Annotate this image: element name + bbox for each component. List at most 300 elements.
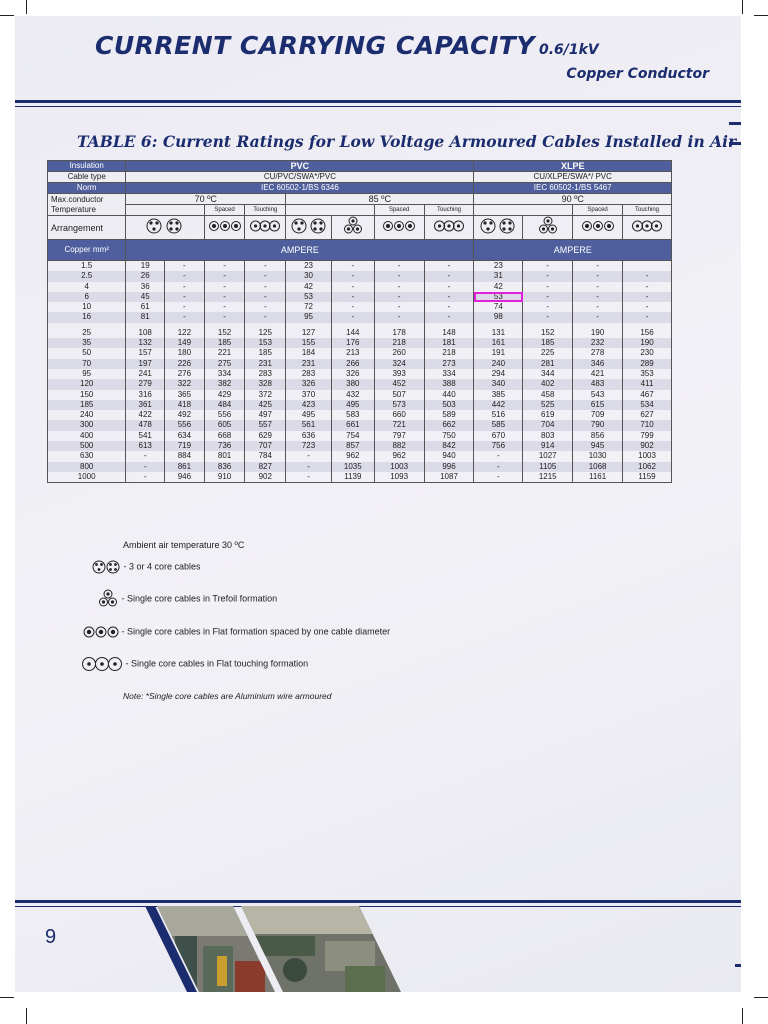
flat-spaced-cable-icon	[374, 216, 424, 240]
ampere-cell: 484	[204, 400, 245, 410]
armour-note: Note: *Single core cables are Aluminium wire armoured	[123, 691, 332, 701]
ampere-cell: 344	[523, 369, 573, 379]
ampere-cell: 144	[331, 328, 374, 338]
ampere-cell: 53	[286, 292, 332, 302]
ampere-cell: 353	[623, 369, 672, 379]
conductor-size-cell: 10	[48, 302, 126, 312]
conductor-size-cell: 800	[48, 462, 126, 472]
max-temp-label: Max.conductor Temperature	[48, 194, 126, 216]
ampere-cell: 1035	[331, 462, 374, 472]
ampere-cell: 184	[286, 348, 332, 358]
xlpe-header: XLPE	[474, 161, 672, 172]
ampere-cell: -	[573, 271, 623, 281]
ampere-cell: 197	[126, 359, 165, 369]
ampere-cell: 709	[573, 410, 623, 420]
ampere-cell: 266	[331, 359, 374, 369]
ampere-cell: -	[245, 292, 286, 302]
ampere-cell: 326	[331, 369, 374, 379]
insulation-label: Insulation	[48, 161, 126, 172]
ampere-cell: 516	[474, 410, 523, 420]
ampere-cell: 619	[523, 410, 573, 420]
ampere-cell: 213	[331, 348, 374, 358]
multicore-cable-icon	[286, 216, 332, 240]
ambient-note: Ambient air temperature 30 ºC	[123, 540, 245, 550]
ampere-cell: 72	[286, 302, 332, 312]
trefoil-cable-icon	[97, 589, 119, 609]
ampere-cell: 283	[245, 369, 286, 379]
ampere-cell: 1087	[424, 472, 474, 483]
ampere-cell: 605	[204, 420, 245, 430]
conductor-size-cell: 25	[48, 328, 126, 338]
ampere-cell: 589	[424, 410, 474, 420]
ampere-cell: 1003	[374, 462, 424, 472]
ampere-cell: 668	[204, 431, 245, 441]
spaced-label: Spaced	[204, 205, 245, 216]
ampere-cell: 36	[126, 282, 165, 292]
conductor-size-cell: 150	[48, 390, 126, 400]
ampere-cell: 827	[245, 462, 286, 472]
ampere-cell: -	[523, 292, 573, 302]
ampere-cell: 221	[204, 348, 245, 358]
ampere-cell	[623, 261, 672, 272]
ampere-cell: 1062	[623, 462, 672, 472]
xlpe-ampere-header: AMPERE	[474, 240, 672, 261]
ampere-cell: 122	[165, 328, 205, 338]
ampere-cell: 940	[424, 451, 474, 461]
ampere-cell: 882	[374, 441, 424, 451]
ampere-cell: -	[165, 312, 205, 322]
conductor-size-cell: 4	[48, 282, 126, 292]
ampere-cell: 152	[204, 328, 245, 338]
conductor-size-cell: 6	[48, 292, 126, 302]
ampere-cell: 161	[474, 338, 523, 348]
ampere-cell: 507	[374, 390, 424, 400]
ampere-cell: 23	[286, 261, 332, 272]
factory-photo	[145, 906, 445, 992]
conductor-size-cell: 630	[48, 451, 126, 461]
ampere-cell: 289	[623, 359, 672, 369]
ampere-cell: 962	[331, 451, 374, 461]
ampere-cell: 230	[623, 348, 672, 358]
multicore-cable-icon	[91, 559, 121, 575]
ampere-cell: 1215	[523, 472, 573, 483]
table-row	[48, 431, 672, 441]
page-title: CURRENT CARRYING CAPACITY 0.6/1kV	[95, 31, 599, 60]
ampere-cell: 382	[204, 379, 245, 389]
ampere-cell: 294	[474, 369, 523, 379]
table-row	[48, 271, 672, 281]
ampere-cell: 750	[424, 431, 474, 441]
ampere-cell: -	[245, 312, 286, 322]
legend-text: - 3 or 4 core cables	[123, 561, 201, 572]
table-row	[48, 420, 672, 430]
ampere-cell: 316	[126, 390, 165, 400]
ampere-cell: 191	[474, 348, 523, 358]
ampere-cell: 232	[573, 338, 623, 348]
xlpe-norm: IEC 60502-1/BS 5467	[474, 183, 672, 194]
document-page	[15, 16, 741, 992]
ampere-cell: 98	[474, 312, 523, 322]
ampere-cell: 661	[331, 420, 374, 430]
table-row	[48, 410, 672, 420]
ampere-cell: 190	[573, 328, 623, 338]
ampere-cell: 108	[126, 328, 165, 338]
ampere-cell: 328	[245, 379, 286, 389]
ampere-cell: 273	[424, 359, 474, 369]
crop-mark	[0, 15, 14, 16]
ampere-cell: 231	[286, 359, 332, 369]
ampere-cell: -	[573, 261, 623, 272]
ampere-cell: -	[573, 302, 623, 312]
ampere-cell: 723	[286, 441, 332, 451]
ampere-cell: 613	[126, 441, 165, 451]
ampere-cell: 790	[573, 420, 623, 430]
ampere-cell: -	[623, 302, 672, 312]
ampere-cell: -	[623, 282, 672, 292]
ampere-cell: -	[204, 312, 245, 322]
ampere-cell: -	[204, 302, 245, 312]
footer-rule	[15, 900, 741, 903]
ampere-cell: -	[523, 282, 573, 292]
ampere-cell: 842	[424, 441, 474, 451]
ampere-cell: 440	[424, 390, 474, 400]
xlpe-cable-type: CU/XLPE/SWA*/ PVC	[474, 172, 672, 183]
ampere-cell: 225	[523, 348, 573, 358]
temp-70: 70 ºC	[126, 194, 286, 205]
ampere-cell: 218	[424, 348, 474, 358]
ampere-cell: -	[523, 271, 573, 281]
ampere-cell: -	[165, 271, 205, 281]
ampere-cell: 74	[474, 302, 523, 312]
ampere-cell: -	[523, 312, 573, 322]
ampere-cell: 370	[286, 390, 332, 400]
table-row	[48, 462, 672, 472]
ampere-cell: 127	[286, 328, 332, 338]
ampere-cell: 418	[165, 400, 205, 410]
ampere-cell: 241	[126, 369, 165, 379]
header-rule	[15, 100, 741, 103]
ampere-cell: -	[165, 282, 205, 292]
ampere-cell: 125	[245, 328, 286, 338]
ampere-cell: -	[474, 472, 523, 483]
crop-mark	[742, 0, 743, 14]
ampere-cell: 19	[126, 261, 165, 272]
ampere-cell: 23	[474, 261, 523, 272]
ampere-cell: -	[165, 302, 205, 312]
table-body	[48, 261, 672, 483]
ampere-cell: -	[204, 261, 245, 272]
ampere-cell: 478	[126, 420, 165, 430]
ampere-cell: 495	[286, 410, 332, 420]
ampere-cell: 148	[424, 328, 474, 338]
table-row	[48, 472, 672, 483]
ampere-cell: 421	[573, 369, 623, 379]
current-ratings-table	[47, 160, 672, 483]
legend-item-flat-spaced	[83, 625, 390, 639]
ampere-cell: 429	[204, 390, 245, 400]
ampere-cell: 1093	[374, 472, 424, 483]
ampere-cell: 1161	[573, 472, 623, 483]
ampere-cell: 503	[424, 400, 474, 410]
conductor-size-cell: 1.5	[48, 261, 126, 272]
ampere-cell: 324	[374, 359, 424, 369]
ampere-cell: 231	[245, 359, 286, 369]
table-row	[48, 338, 672, 348]
ampere-cell: 914	[523, 441, 573, 451]
page-number: 9	[45, 926, 57, 948]
ampere-cell: 380	[331, 379, 374, 389]
conductor-size-cell: 35	[48, 338, 126, 348]
ampere-cell: 719	[165, 441, 205, 451]
ampere-cell: -	[204, 292, 245, 302]
multicore-cable-icon	[474, 216, 523, 240]
blank-cell	[474, 205, 523, 216]
ampere-cell: 636	[286, 431, 332, 441]
table-row	[48, 390, 672, 400]
ampere-cell: 1105	[523, 462, 573, 472]
ampere-cell: -	[331, 302, 374, 312]
ampere-cell: 361	[126, 400, 165, 410]
ampere-cell: 1027	[523, 451, 573, 461]
ampere-cell: -	[126, 451, 165, 461]
ampere-cell: 662	[424, 420, 474, 430]
ampere-cell: 561	[286, 420, 332, 430]
flat-spaced-cable-icon	[573, 216, 623, 240]
ampere-cell: -	[286, 451, 332, 461]
ampere-cell: -	[573, 282, 623, 292]
cable-type-label: Cable type	[48, 172, 126, 183]
conductor-size-cell: 500	[48, 441, 126, 451]
ampere-cell: -	[331, 271, 374, 281]
ampere-cell: 281	[523, 359, 573, 369]
blank-cell	[523, 205, 573, 216]
ampere-cell: -	[331, 261, 374, 272]
ampere-cell: 388	[424, 379, 474, 389]
conductor-size-cell: 240	[48, 410, 126, 420]
ampere-cell: 30	[286, 271, 332, 281]
table-row	[48, 292, 672, 302]
ampere-cell: 185	[204, 338, 245, 348]
flat-spaced-cable-icon	[83, 625, 119, 639]
ampere-cell: 422	[126, 410, 165, 420]
table-row	[48, 282, 672, 292]
ampere-cell: -	[331, 312, 374, 322]
ampere-cell: 525	[523, 400, 573, 410]
ampere-cell: -	[623, 312, 672, 322]
ampere-cell: 784	[245, 451, 286, 461]
norm-label: Norm	[48, 183, 126, 194]
copper-label: Copper mm²	[48, 240, 126, 261]
conductor-size-cell: 120	[48, 379, 126, 389]
ampere-cell: -	[374, 302, 424, 312]
legend-item-multicore	[91, 559, 201, 575]
voltage-label: 0.6/1kV	[538, 42, 599, 58]
ampere-cell: 634	[165, 431, 205, 441]
flat-spaced-cable-icon	[204, 216, 245, 240]
ampere-cell: 458	[523, 390, 573, 400]
ampere-cell: 1068	[573, 462, 623, 472]
ampere-cell: 543	[573, 390, 623, 400]
conductor-size-cell: 300	[48, 420, 126, 430]
crop-mark	[0, 997, 14, 998]
ampere-cell: 541	[126, 431, 165, 441]
crop-mark	[754, 997, 768, 998]
ampere-cell: 81	[126, 312, 165, 322]
ampere-cell: 803	[523, 431, 573, 441]
ampere-cell: 31	[474, 271, 523, 281]
ampere-cell: -	[286, 462, 332, 472]
touching-label: Touching	[424, 205, 474, 216]
ampere-cell: 226	[165, 359, 205, 369]
ampere-cell: 573	[374, 400, 424, 410]
ampere-cell: -	[424, 302, 474, 312]
ampere-cell: -	[331, 282, 374, 292]
ampere-cell: 423	[286, 400, 332, 410]
conductor-size-cell: 400	[48, 431, 126, 441]
ampere-cell: 240	[474, 359, 523, 369]
ampere-cell: 902	[245, 472, 286, 483]
touching-label: Touching	[623, 205, 672, 216]
ampere-cell: -	[424, 292, 474, 302]
ampere-cell: 962	[374, 451, 424, 461]
ampere-cell: 180	[165, 348, 205, 358]
spaced-label: Spaced	[374, 205, 424, 216]
ampere-cell: 157	[126, 348, 165, 358]
ampere-cell: 710	[623, 420, 672, 430]
ampere-cell: 452	[374, 379, 424, 389]
ampere-cell: -	[245, 282, 286, 292]
flat-touching-cable-icon	[424, 216, 474, 240]
table-row	[48, 261, 672, 272]
conductor-size-cell: 95	[48, 369, 126, 379]
ampere-cell: 1030	[573, 451, 623, 461]
ampere-cell: -	[573, 312, 623, 322]
ampere-cell: -	[573, 292, 623, 302]
ampere-cell: 153	[245, 338, 286, 348]
ampere-cell: -	[286, 472, 332, 483]
ampere-cell: 334	[424, 369, 474, 379]
ampere-cell: 442	[474, 400, 523, 410]
side-mark	[729, 122, 741, 125]
ampere-cell: 42	[286, 282, 332, 292]
ampere-cell: -	[424, 282, 474, 292]
ampere-cell: 26	[126, 271, 165, 281]
ampere-cell: 721	[374, 420, 424, 430]
ampere-cell: 326	[286, 379, 332, 389]
ampere-cell: -	[374, 271, 424, 281]
ampere-cell: -	[204, 271, 245, 281]
ampere-cell: 340	[474, 379, 523, 389]
legend-text: - Single core cables in Trefoil formation	[121, 593, 278, 604]
pvc-header: PVC	[126, 161, 474, 172]
ampere-cell: 346	[573, 359, 623, 369]
blank-cell	[286, 205, 332, 216]
flat-touching-cable-icon	[81, 657, 123, 671]
ampere-cell: 1139	[331, 472, 374, 483]
ampere-cell: 61	[126, 302, 165, 312]
ampere-cell: 279	[126, 379, 165, 389]
ampere-cell: 585	[474, 420, 523, 430]
table-row	[48, 451, 672, 461]
table-row	[48, 379, 672, 389]
ampere-cell: 534	[623, 400, 672, 410]
ampere-cell: -	[523, 261, 573, 272]
ampere-cell: -	[165, 292, 205, 302]
ampere-cell: 95	[286, 312, 332, 322]
ampere-cell: 1003	[623, 451, 672, 461]
table-row	[48, 312, 672, 322]
ampere-cell: -	[374, 312, 424, 322]
flat-touching-cable-icon	[245, 216, 286, 240]
ampere-cell: 497	[245, 410, 286, 420]
ampere-cell: 260	[374, 348, 424, 358]
ampere-cell: -	[126, 472, 165, 483]
ampere-cell: 884	[165, 451, 205, 461]
ampere-cell: -	[474, 462, 523, 472]
ampere-cell: 861	[165, 462, 205, 472]
table-row	[48, 400, 672, 410]
ampere-cell: 149	[165, 338, 205, 348]
ampere-cell: -	[331, 292, 374, 302]
ampere-cell: 467	[623, 390, 672, 400]
ampere-cell: 857	[331, 441, 374, 451]
blank-cell	[331, 205, 374, 216]
crop-mark	[742, 1008, 743, 1024]
ampere-cell: 42	[474, 282, 523, 292]
ampere-cell: 492	[165, 410, 205, 420]
ampere-cell: 334	[204, 369, 245, 379]
table-title: TABLE 6: Current Ratings for Low Voltage Armoured Cables Installed in Air	[77, 132, 737, 151]
pvc-norm: IEC 60502-1/BS 6346	[126, 183, 474, 194]
crop-mark	[26, 0, 27, 14]
ampere-cell: 176	[331, 338, 374, 348]
ampere-cell: 797	[374, 431, 424, 441]
flat-touching-cable-icon	[623, 216, 672, 240]
ampere-cell: 670	[474, 431, 523, 441]
ampere-cell: 627	[623, 410, 672, 420]
ampere-cell: -	[245, 261, 286, 272]
multicore-cable-icon	[126, 216, 204, 240]
ampere-cell: 946	[165, 472, 205, 483]
table-row	[48, 348, 672, 358]
ampere-cell: 185	[245, 348, 286, 358]
ampere-cell: -	[623, 292, 672, 302]
side-mark	[735, 964, 741, 967]
ampere-cell: 629	[245, 431, 286, 441]
ampere-cell: 583	[331, 410, 374, 420]
ampere-cell: 945	[573, 441, 623, 451]
ampere-cell: 836	[204, 462, 245, 472]
touching-label: Touching	[245, 205, 286, 216]
ampere-cell: 996	[424, 462, 474, 472]
ampere-cell: 385	[474, 390, 523, 400]
ampere-cell: 276	[165, 369, 205, 379]
trefoil-cable-icon	[331, 216, 374, 240]
blank-cell	[165, 205, 205, 216]
ampere-cell: 53	[474, 292, 523, 302]
ampere-cell: 756	[474, 441, 523, 451]
ampere-cell: 393	[374, 369, 424, 379]
ampere-cell: 736	[204, 441, 245, 451]
legend-text: - Single core cables in Flat touching formation	[125, 658, 309, 669]
pvc-ampere-header: AMPERE	[126, 240, 474, 261]
ampere-cell: 557	[245, 420, 286, 430]
ampere-cell: 181	[424, 338, 474, 348]
temp-90: 90 ºC	[474, 194, 672, 205]
pvc-cable-type: CU/PVC/SWA*/PVC	[126, 172, 474, 183]
conductor-size-cell: 185	[48, 400, 126, 410]
ampere-cell: 1159	[623, 472, 672, 483]
